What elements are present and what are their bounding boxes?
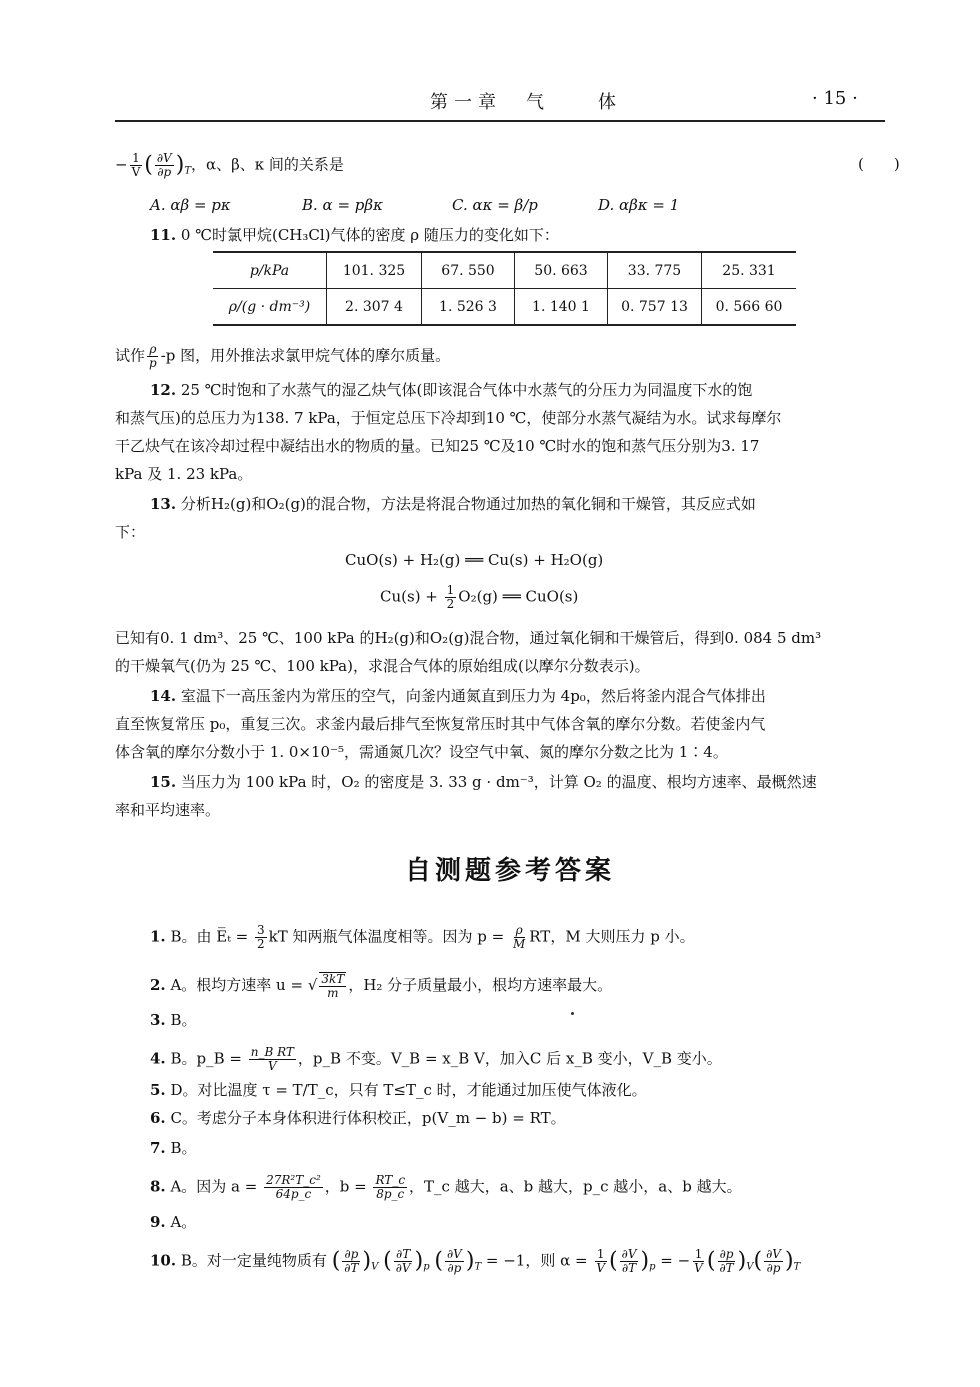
table-cell: 0. 566 60	[702, 289, 797, 326]
fraction: $\frac{\partial V}{\partial p}$	[446, 1247, 462, 1275]
option-c: C. ακ = β/p	[452, 196, 538, 214]
table-cell: 101. 325	[327, 252, 422, 289]
option-d: D. αβκ = 1	[598, 196, 680, 214]
fraction: $\frac{\text{27R²T\_c²}}{64p\_c}$	[266, 1173, 321, 1201]
q14-line: 直至恢复常压 p₀，重复三次。求釜内最后排气至恢复常压时其中气体含氧的摩尔分数。若使釜内气	[115, 715, 766, 733]
fraction: $\frac{1}{2}$	[446, 583, 455, 611]
q13-line: 下：	[115, 523, 146, 541]
page-number: · 15 ·	[812, 88, 858, 109]
table-cell: 33. 775	[608, 252, 702, 289]
fraction: $\frac{RT\_c}{8p\_c}$	[375, 1173, 406, 1201]
fraction: $\frac{\partial V}{\partial p}$	[156, 151, 172, 179]
chapter-title: 第一章 气 体	[430, 92, 622, 113]
q14-line: 14. 室温下一高压釜内为常压的空气，向釜内通氮直到压力为 4p₀，然后将釜内混合气体排出	[150, 687, 766, 705]
fraction: $\frac{1}{V}$	[694, 1247, 703, 1275]
answer-10: 10. B。对一定量纯物质有 ( $\frac{\partial p}{\partial T}$ )$_V$ ( $\frac{\partial T}{\partial V}$ )$_p$ ( $\frac{\partial V}{\partial p}$ )$_T = -1$，则 α = $\frac{1}{V}$ ( $\frac{\partial V}{\partial T}$ )$_p$ = − $\frac{1}{V}$ ( $\frac{\partial p}{\partial T}$ )$_V$( $\frac{\partial V}{\partial p}$ )$_T$	[150, 1247, 801, 1275]
q15-line: 15. 当压力为 100 kPa 时，O₂ 的密度是 3. 33 g · dm⁻³，计算 O₂ 的温度、根均方速率、最概然速	[150, 773, 817, 791]
stray-dot	[571, 1012, 574, 1015]
fraction: $\frac{3kT}{m}$	[321, 972, 345, 1000]
fraction: $\frac{\partial p}{\partial T}$	[719, 1247, 734, 1275]
answer-9: 9. A。	[150, 1213, 197, 1231]
q10-tail: − $\frac{1}{V}$ ( $\frac{\partial V}{\partial p}$ )$_T$，α、β、κ 间的关系是	[115, 151, 344, 179]
q11-instruction: 试作 $\frac{\rho}{p}$ -p 图，用外推法求氯甲烷气体的摩尔质量。	[115, 342, 451, 370]
fraction: $\frac{1}{V}$	[596, 1247, 606, 1275]
q13-line: 13. 分析H₂(g)和O₂(g)的混合物，方法是将混合物通过加热的氧化铜和干燥管，其反应式如	[150, 495, 756, 513]
fraction: $\frac{\partial p}{\partial T}$	[344, 1247, 359, 1275]
fraction: $\frac{\partial T}{\partial V}$	[395, 1247, 411, 1275]
q15-line: 率和平均速率。	[115, 801, 221, 819]
fraction: $\frac{\partial V}{\partial T}$	[621, 1247, 637, 1275]
table-cell: 50. 663	[515, 252, 608, 289]
answer-7: 7. B。	[150, 1139, 197, 1157]
table-row	[213, 289, 796, 326]
answer-1: 1. B。由 E̅ₜ = $\frac{3}{2}$ kT 知两瓶气体温度相等。因为 p = $\frac{\rho}{M}$ RT，M 大则压力 p 小。	[150, 923, 695, 951]
answer-bracket: ( )	[858, 155, 900, 173]
table-header-cell: ρ/(g · dm⁻³)	[213, 289, 327, 326]
header-rule	[115, 120, 885, 122]
pressure-density-table	[213, 251, 796, 326]
q14-line: 体含氧的摩尔分数小于 1. 0×10⁻⁵，需通氮几次？设空气中氧、氮的摩尔分数之比为 1∶4。	[115, 743, 728, 761]
fraction: $\frac{\text{n\_B RT}}{V}$	[250, 1045, 294, 1073]
table-cell: 1. 140 1	[515, 289, 608, 326]
table-cell: 2. 307 4	[327, 289, 422, 326]
q12-line: kPa 及 1. 23 kPa。	[115, 465, 253, 483]
answer-4: 4. B。p_B = $\frac{\text{n\_B RT}}{V}$ ，p_B 不变。V_B = x_B V，加入C 后 x_B 变小，V_B 变小。	[150, 1045, 722, 1073]
table-row	[213, 252, 796, 289]
fraction: $\frac{\rho}{M}$	[512, 923, 526, 951]
q12-line: 12. 25 ℃时饱和了水蒸气的湿乙炔气体(即该混合气体中水蒸气的分压力为同温度下水的饱	[150, 381, 753, 399]
q11: 11. 0 ℃时氯甲烷(CH₃Cl)气体的密度 ρ 随压力的变化如下：	[150, 226, 559, 244]
answer-8: 8. A。因为 a = $\frac{\text{27R²T\_c²}}{64p\_c}$ ，b = $\frac{RT\_c}{8p\_c}$ ，T_c 越大，a、b 越大，p_c 越小，a、b 越大。	[150, 1173, 742, 1201]
fraction: $\frac{3}{2}$	[257, 923, 265, 951]
q12-line: 和蒸气压)的总压力为138. 7 kPa，于恒定总压下冷却到10 ℃，使部分水蒸气凝结为水。试求每摩尔	[115, 409, 782, 427]
equation-2: Cu(s) + $\frac{1}{2}$ O₂(g) ══ CuO(s)	[380, 583, 579, 611]
equation-1: CuO(s) + H₂(g) ══ Cu(s) + H₂O(g)	[345, 551, 604, 569]
option-a: A. αβ = pκ	[150, 196, 231, 214]
table-cell: 25. 331	[702, 252, 797, 289]
answer-2: 2. A。根均方速率 u = √ $\frac{3kT}{m}$ ，H₂ 分子质量最小，根均方速率最大。	[150, 972, 613, 1000]
q13-line: 已知有0. 1 dm³、25 ℃、100 kPa 的H₂(g)和O₂(g)混合物，通过氧化铜和干燥管后，得到0. 084 5 dm³	[115, 629, 822, 647]
answers-title: 自测题参考答案	[405, 856, 616, 886]
answer-5: 5. D。对比温度 τ = T/T_c，只有 T≤T_c 时，才能通过加压使气体液化。	[150, 1081, 647, 1099]
fraction: $\frac{\partial V}{\partial p}$	[766, 1247, 781, 1275]
table-cell: 1. 526 3	[422, 289, 515, 326]
table-cell: 0. 757 13	[608, 289, 702, 326]
answer-3: 3. B。	[150, 1011, 197, 1029]
fraction: $\frac{\rho}{p}$	[149, 342, 157, 370]
answer-6: 6. C。考虑分子本身体积进行体积校正，p(V_m − b) = RT。	[150, 1109, 566, 1127]
option-b: B. α = pβκ	[302, 196, 383, 214]
table-header-cell: p/kPa	[213, 252, 327, 289]
table-cell: 67. 550	[422, 252, 515, 289]
fraction: $\frac{1}{V}$	[131, 151, 141, 179]
q13-line: 的干燥氧气(仍为 25 ℃、100 kPa)，求混合气体的原始组成(以摩尔分数表示)。	[115, 657, 650, 675]
q12-line: 干乙炔气在该冷却过程中凝结出水的物质的量。已知25 ℃及10 ℃时水的饱和蒸气压分别为3. 17	[115, 437, 760, 455]
